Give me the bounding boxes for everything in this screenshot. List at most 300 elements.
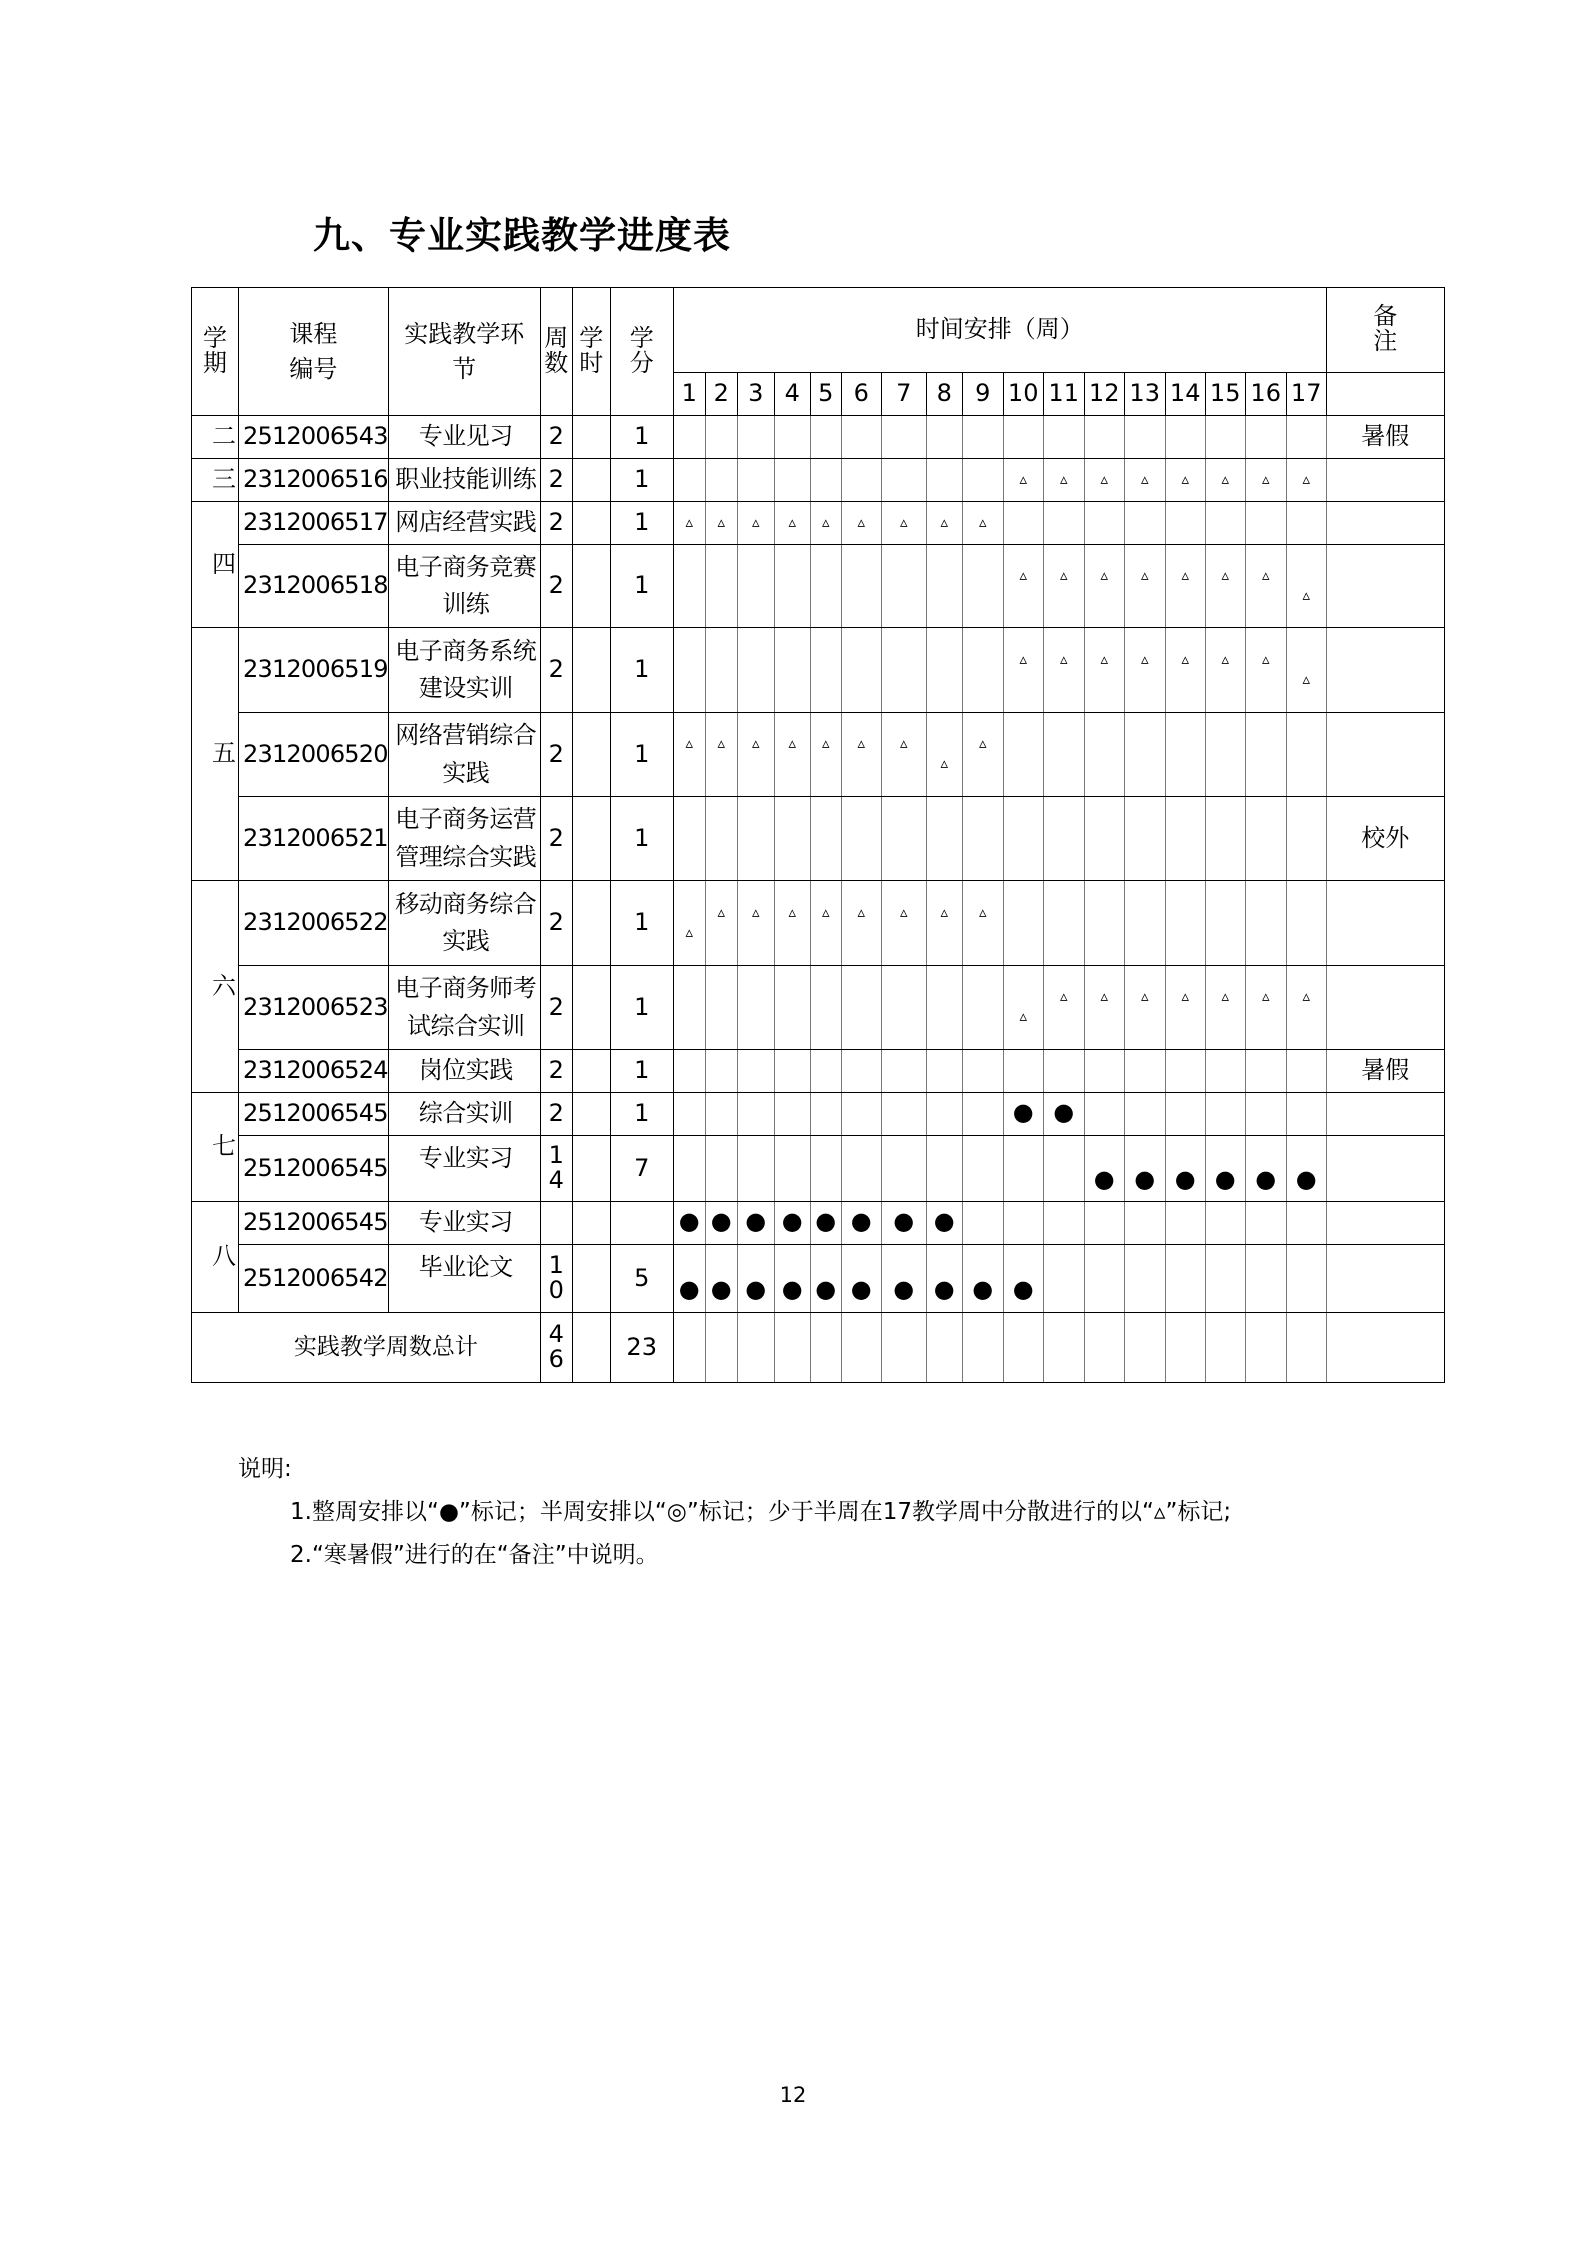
scattered-mark-icon: ▵ <box>821 902 830 921</box>
scattered-mark-icon: ▵ <box>1019 469 1027 488</box>
scattered-mark-icon: ▵ <box>1302 987 1310 1006</box>
week-cell-15 <box>1205 881 1245 966</box>
course-name: 电子商务师考试综合实训 <box>388 966 540 1050</box>
week-cell-9 <box>962 459 1003 502</box>
week-cell-10 <box>1003 797 1043 881</box>
scattered-mark-icon: ▵ <box>978 734 987 753</box>
week-cell-7 <box>881 628 926 713</box>
full-week-mark-icon: ● <box>893 1274 915 1303</box>
week-cell-4 <box>774 797 810 881</box>
week-cell-5 <box>810 881 841 966</box>
week-cell-13 <box>1124 502 1165 545</box>
week-cell-4 <box>774 1245 810 1313</box>
weeks-cell <box>540 628 572 713</box>
total-week-cell-13 <box>1124 1313 1165 1383</box>
total-week-cell-16 <box>1245 1313 1286 1383</box>
header-week-1: 1 <box>673 373 705 416</box>
weeks-cell <box>540 966 572 1050</box>
remark-cell: 校外 <box>1326 797 1444 881</box>
week-cell-9 <box>962 1050 1003 1093</box>
semester-cell: 五 <box>192 628 239 881</box>
total-week-cell-14 <box>1165 1313 1205 1383</box>
week-cell-14 <box>1165 416 1205 459</box>
week-cell-12 <box>1084 502 1124 545</box>
scattered-mark-icon: ▵ <box>978 902 987 921</box>
full-week-mark-icon: ● <box>1214 1164 1236 1193</box>
scattered-mark-icon: ▵ <box>821 734 830 753</box>
weeks-cell <box>540 502 572 545</box>
week-cell-10 <box>1003 1245 1043 1313</box>
header-week-8: 8 <box>926 373 962 416</box>
table-row <box>192 797 1445 881</box>
header-week-10: 10 <box>1003 373 1043 416</box>
week-cell-14 <box>1165 502 1205 545</box>
header-hours-label: 学时 <box>579 323 604 377</box>
header-credits-label: 学分 <box>629 323 654 377</box>
week-cell-8 <box>926 1093 962 1136</box>
week-cell-17 <box>1286 545 1326 628</box>
week-cell-4 <box>774 1136 810 1202</box>
scattered-mark-icon: ▵ <box>1059 565 1068 584</box>
week-cell-11 <box>1043 1136 1084 1202</box>
full-week-mark-icon: ● <box>933 1274 955 1303</box>
full-week-mark-icon: ● <box>1134 1164 1156 1193</box>
week-cell-8 <box>926 628 962 713</box>
week-cell-11 <box>1043 628 1084 713</box>
course-name: 毕业论文 <box>388 1245 540 1313</box>
scattered-mark-icon: ▵ <box>751 512 760 531</box>
week-cell-2 <box>705 502 737 545</box>
header-week-3: 3 <box>737 373 774 416</box>
week-cell-3 <box>737 545 774 628</box>
header-schedule: 时间安排（周） <box>673 288 1326 373</box>
week-cell-2 <box>705 545 737 628</box>
header-name <box>388 288 540 416</box>
full-week-mark-icon: ● <box>1295 1164 1317 1193</box>
hours-cell <box>572 545 610 628</box>
week-cell-17 <box>1286 1136 1326 1202</box>
week-cell-1 <box>673 628 705 713</box>
course-name: 网络营销综合实践 <box>388 713 540 797</box>
week-cell-15 <box>1205 1093 1245 1136</box>
week-cell-16 <box>1245 966 1286 1050</box>
course-name: 网店经营实践 <box>388 502 540 545</box>
remark-cell <box>1326 1202 1444 1245</box>
week-cell-7 <box>881 966 926 1050</box>
week-cell-11 <box>1043 797 1084 881</box>
scattered-mark-icon: ▵ <box>788 512 796 531</box>
scattered-mark-icon: ▵ <box>1221 649 1229 668</box>
week-cell-2 <box>705 459 737 502</box>
weeks-value: 2 <box>548 1099 564 1128</box>
hours-cell <box>572 797 610 881</box>
full-week-mark-icon: ● <box>781 1207 803 1235</box>
week-cell-8 <box>926 881 962 966</box>
weeks-value: 2 <box>548 655 564 684</box>
scattered-mark-icon: ▵ <box>1100 565 1108 584</box>
full-week-mark-icon: ● <box>710 1207 732 1235</box>
total-week-cell-15 <box>1205 1313 1245 1383</box>
table-row <box>192 416 1445 459</box>
week-cell-13 <box>1124 1136 1165 1202</box>
scattered-mark-icon: ▵ <box>1140 649 1149 668</box>
week-cell-1 <box>673 1093 705 1136</box>
scattered-mark-icon: ▵ <box>1019 1007 1027 1026</box>
week-cell-1 <box>673 881 705 966</box>
scattered-mark-icon: ▵ <box>1019 565 1027 584</box>
scattered-mark-icon: ▵ <box>1100 649 1108 668</box>
week-cell-7 <box>881 1050 926 1093</box>
week-cell-13 <box>1124 797 1165 881</box>
week-cell-12 <box>1084 1093 1124 1136</box>
week-cell-14 <box>1165 1050 1205 1093</box>
total-row <box>192 1313 1445 1383</box>
week-cell-16 <box>1245 1093 1286 1136</box>
week-cell-12 <box>1084 1202 1124 1245</box>
week-cell-10 <box>1003 713 1043 797</box>
course-code: 2512006543 <box>239 416 389 459</box>
week-cell-9 <box>962 545 1003 628</box>
week-cell-12 <box>1084 545 1124 628</box>
week-cell-1 <box>673 1136 705 1202</box>
week-cell-7 <box>881 416 926 459</box>
remark-cell: 暑假 <box>1326 1050 1444 1093</box>
week-cell-3 <box>737 1202 774 1245</box>
remark-cell <box>1326 713 1444 797</box>
course-name: 岗位实践 <box>388 1050 540 1093</box>
header-week-9: 9 <box>962 373 1003 416</box>
week-cell-1 <box>673 502 705 545</box>
practice-schedule-table <box>191 287 1445 1383</box>
full-week-mark-icon: ● <box>850 1207 872 1235</box>
scattered-mark-icon: ▵ <box>1261 649 1270 668</box>
week-cell-3 <box>737 1245 774 1313</box>
week-cell-5 <box>810 628 841 713</box>
week-cell-9 <box>962 1245 1003 1313</box>
weeks-value: 2 <box>548 823 564 852</box>
table-row <box>192 881 1445 966</box>
credits-cell: 1 <box>610 881 673 966</box>
course-code: 2312006524 <box>239 1050 389 1093</box>
week-cell-4 <box>774 416 810 459</box>
week-cell-16 <box>1245 416 1286 459</box>
scattered-mark-icon: ▵ <box>899 734 908 753</box>
week-cell-15 <box>1205 966 1245 1050</box>
week-cell-10 <box>1003 1202 1043 1245</box>
full-week-mark-icon: ● <box>781 1274 803 1303</box>
header-week-4: 4 <box>774 373 810 416</box>
week-cell-8 <box>926 1202 962 1245</box>
week-cell-5 <box>810 966 841 1050</box>
total-week-cell-9 <box>962 1313 1003 1383</box>
header-weeks <box>540 288 572 416</box>
total-week-cell-5 <box>810 1313 841 1383</box>
week-cell-1 <box>673 713 705 797</box>
scattered-mark-icon: ▵ <box>940 754 948 773</box>
weeks-cell <box>540 1093 572 1136</box>
week-cell-7 <box>881 713 926 797</box>
table-row <box>192 1093 1445 1136</box>
week-cell-4 <box>774 881 810 966</box>
total-week-cell-3 <box>737 1313 774 1383</box>
week-cell-17 <box>1286 628 1326 713</box>
week-cell-14 <box>1165 1245 1205 1313</box>
remark-cell <box>1326 459 1444 502</box>
week-cell-14 <box>1165 628 1205 713</box>
header-remark <box>1326 288 1444 373</box>
week-cell-13 <box>1124 459 1165 502</box>
week-cell-12 <box>1084 628 1124 713</box>
hours-cell <box>572 1093 610 1136</box>
weeks-cell <box>540 1245 572 1313</box>
week-cell-3 <box>737 797 774 881</box>
header-week-13: 13 <box>1124 373 1165 416</box>
week-cell-14 <box>1165 881 1205 966</box>
scattered-mark-icon: ▵ <box>1261 565 1270 584</box>
scattered-mark-icon: ▵ <box>788 734 796 753</box>
weeks-value: 2 <box>548 992 564 1021</box>
week-cell-9 <box>962 713 1003 797</box>
weeks-value: 2 <box>548 1056 564 1085</box>
scattered-mark-icon: ▵ <box>1181 649 1189 668</box>
week-cell-7 <box>881 797 926 881</box>
week-cell-14 <box>1165 713 1205 797</box>
week-cell-8 <box>926 966 962 1050</box>
week-cell-6 <box>841 1136 881 1202</box>
week-cell-4 <box>774 545 810 628</box>
weeks-cell <box>540 459 572 502</box>
notes-line-1: 1.整周安排以“●”标记；半周安排以“◎”标记；少于半周在17教学周中分散进行的以“▵”标记; <box>290 1499 1232 1525</box>
week-cell-10 <box>1003 459 1043 502</box>
week-cell-3 <box>737 1093 774 1136</box>
week-cell-5 <box>810 713 841 797</box>
week-cell-4 <box>774 459 810 502</box>
scattered-mark-icon: ▵ <box>685 922 693 941</box>
week-cell-17 <box>1286 966 1326 1050</box>
remark-cell <box>1326 1136 1444 1202</box>
week-cell-3 <box>737 1050 774 1093</box>
week-cell-17 <box>1286 881 1326 966</box>
week-cell-7 <box>881 881 926 966</box>
scattered-mark-icon: ▵ <box>857 512 865 531</box>
week-cell-11 <box>1043 881 1084 966</box>
week-cell-6 <box>841 797 881 881</box>
week-cell-5 <box>810 1093 841 1136</box>
week-cell-3 <box>737 881 774 966</box>
week-cell-4 <box>774 1093 810 1136</box>
week-cell-17 <box>1286 1050 1326 1093</box>
week-cell-17 <box>1286 416 1326 459</box>
credits-cell: 5 <box>610 1245 673 1313</box>
remark-cell <box>1326 1093 1444 1136</box>
week-cell-10 <box>1003 628 1043 713</box>
week-cell-5 <box>810 459 841 502</box>
week-cell-2 <box>705 713 737 797</box>
course-code: 2512006542 <box>239 1245 389 1313</box>
scattered-mark-icon: ▵ <box>1059 987 1068 1006</box>
week-cell-13 <box>1124 966 1165 1050</box>
week-cell-11 <box>1043 459 1084 502</box>
total-weeks-value: 46 <box>548 1319 564 1373</box>
header-weeks-label: 周数 <box>544 323 569 377</box>
week-cell-10 <box>1003 1136 1043 1202</box>
header-week-6: 6 <box>841 373 881 416</box>
hours-cell <box>572 1050 610 1093</box>
week-cell-14 <box>1165 1202 1205 1245</box>
week-cell-12 <box>1084 1245 1124 1313</box>
credits-cell <box>610 1202 673 1245</box>
week-cell-13 <box>1124 881 1165 966</box>
credits-cell: 1 <box>610 1050 673 1093</box>
full-week-mark-icon: ● <box>1012 1098 1034 1126</box>
table-row <box>192 966 1445 1050</box>
scattered-mark-icon: ▵ <box>685 512 693 531</box>
week-cell-2 <box>705 416 737 459</box>
week-cell-5 <box>810 1050 841 1093</box>
week-cell-9 <box>962 502 1003 545</box>
week-cell-10 <box>1003 1050 1043 1093</box>
scattered-mark-icon: ▵ <box>1261 469 1270 488</box>
semester-cell: 三 <box>192 459 239 502</box>
scattered-mark-icon: ▵ <box>685 734 693 753</box>
total-week-cell-8 <box>926 1313 962 1383</box>
header-semester-label: 学期 <box>203 323 227 377</box>
scattered-mark-icon: ▵ <box>717 734 725 753</box>
course-code: 2312006523 <box>239 966 389 1050</box>
week-cell-6 <box>841 416 881 459</box>
full-week-mark-icon: ● <box>972 1274 994 1303</box>
week-cell-9 <box>962 1202 1003 1245</box>
week-cell-6 <box>841 502 881 545</box>
week-cell-1 <box>673 966 705 1050</box>
table-row <box>192 1245 1445 1313</box>
full-week-mark-icon: ● <box>1174 1164 1196 1193</box>
week-cell-10 <box>1003 416 1043 459</box>
week-cell-6 <box>841 459 881 502</box>
semester-cell: 四 <box>192 502 239 628</box>
table-row <box>192 1202 1445 1245</box>
table-row <box>192 502 1445 545</box>
week-cell-4 <box>774 1050 810 1093</box>
week-cell-2 <box>705 1136 737 1202</box>
table-row <box>192 713 1445 797</box>
week-cell-12 <box>1084 797 1124 881</box>
full-week-mark-icon: ● <box>678 1274 700 1303</box>
course-name: 专业见习 <box>388 416 540 459</box>
week-cell-14 <box>1165 545 1205 628</box>
credits-cell: 1 <box>610 1093 673 1136</box>
week-cell-8 <box>926 1050 962 1093</box>
week-cell-15 <box>1205 545 1245 628</box>
week-cell-6 <box>841 1202 881 1245</box>
week-cell-15 <box>1205 1202 1245 1245</box>
week-cell-17 <box>1286 797 1326 881</box>
header-name-label: 实践教学环节 <box>404 319 525 383</box>
remark-cell: 暑假 <box>1326 416 1444 459</box>
notes-heading: 说明: <box>238 1456 292 1482</box>
scattered-mark-icon: ▵ <box>1019 649 1027 668</box>
week-cell-14 <box>1165 966 1205 1050</box>
course-name: 电子商务系统建设实训 <box>388 628 540 713</box>
full-week-mark-icon: ● <box>745 1207 767 1235</box>
hours-cell <box>572 459 610 502</box>
scattered-mark-icon: ▵ <box>857 734 865 753</box>
total-hours <box>572 1313 610 1383</box>
week-cell-6 <box>841 1245 881 1313</box>
scattered-mark-icon: ▵ <box>1059 469 1068 488</box>
weeks-cell <box>540 416 572 459</box>
week-cell-9 <box>962 1093 1003 1136</box>
table-row <box>192 628 1445 713</box>
week-cell-5 <box>810 1202 841 1245</box>
remark-cell <box>1326 881 1444 966</box>
header-week-2: 2 <box>705 373 737 416</box>
header-code <box>239 288 389 416</box>
week-cell-16 <box>1245 881 1286 966</box>
course-name: 专业实习 <box>388 1136 540 1202</box>
week-cell-17 <box>1286 502 1326 545</box>
week-cell-8 <box>926 1136 962 1202</box>
week-cell-1 <box>673 416 705 459</box>
course-code: 2512006545 <box>239 1202 389 1245</box>
total-week-cell-12 <box>1084 1313 1124 1383</box>
full-week-mark-icon: ● <box>1093 1164 1115 1193</box>
week-cell-9 <box>962 1136 1003 1202</box>
week-cell-5 <box>810 545 841 628</box>
scattered-mark-icon: ▵ <box>1140 469 1149 488</box>
week-cell-15 <box>1205 502 1245 545</box>
header-week-7: 7 <box>881 373 926 416</box>
week-cell-15 <box>1205 797 1245 881</box>
week-cell-15 <box>1205 1050 1245 1093</box>
scattered-mark-icon: ▵ <box>751 902 760 921</box>
weeks-value: 2 <box>548 465 564 494</box>
header-week-12: 12 <box>1084 373 1124 416</box>
week-cell-7 <box>881 1093 926 1136</box>
scattered-mark-icon: ▵ <box>978 512 987 531</box>
week-cell-8 <box>926 797 962 881</box>
table-row <box>192 1136 1445 1202</box>
week-cell-10 <box>1003 502 1043 545</box>
week-cell-9 <box>962 797 1003 881</box>
week-cell-2 <box>705 1093 737 1136</box>
table-row <box>192 1050 1445 1093</box>
full-week-mark-icon: ● <box>678 1207 700 1235</box>
credits-cell: 1 <box>610 797 673 881</box>
week-cell-13 <box>1124 713 1165 797</box>
scattered-mark-icon: ▵ <box>788 902 796 921</box>
page-number: 12 <box>779 2083 807 2107</box>
total-remark <box>1326 1313 1444 1383</box>
total-week-cell-4 <box>774 1313 810 1383</box>
scattered-mark-icon: ▵ <box>1302 669 1310 688</box>
week-cell-3 <box>737 966 774 1050</box>
course-code: 2312006521 <box>239 797 389 881</box>
scattered-mark-icon: ▵ <box>717 902 725 921</box>
week-cell-7 <box>881 502 926 545</box>
hours-cell <box>572 416 610 459</box>
week-cell-7 <box>881 1202 926 1245</box>
week-cell-15 <box>1205 416 1245 459</box>
scattered-mark-icon: ▵ <box>1181 987 1189 1006</box>
semester-cell: 二 <box>192 416 239 459</box>
course-name: 综合实训 <box>388 1093 540 1136</box>
week-cell-11 <box>1043 1202 1084 1245</box>
credits-cell: 1 <box>610 459 673 502</box>
header-week-11: 11 <box>1043 373 1084 416</box>
total-week-cell-10 <box>1003 1313 1043 1383</box>
weeks-cell <box>540 797 572 881</box>
